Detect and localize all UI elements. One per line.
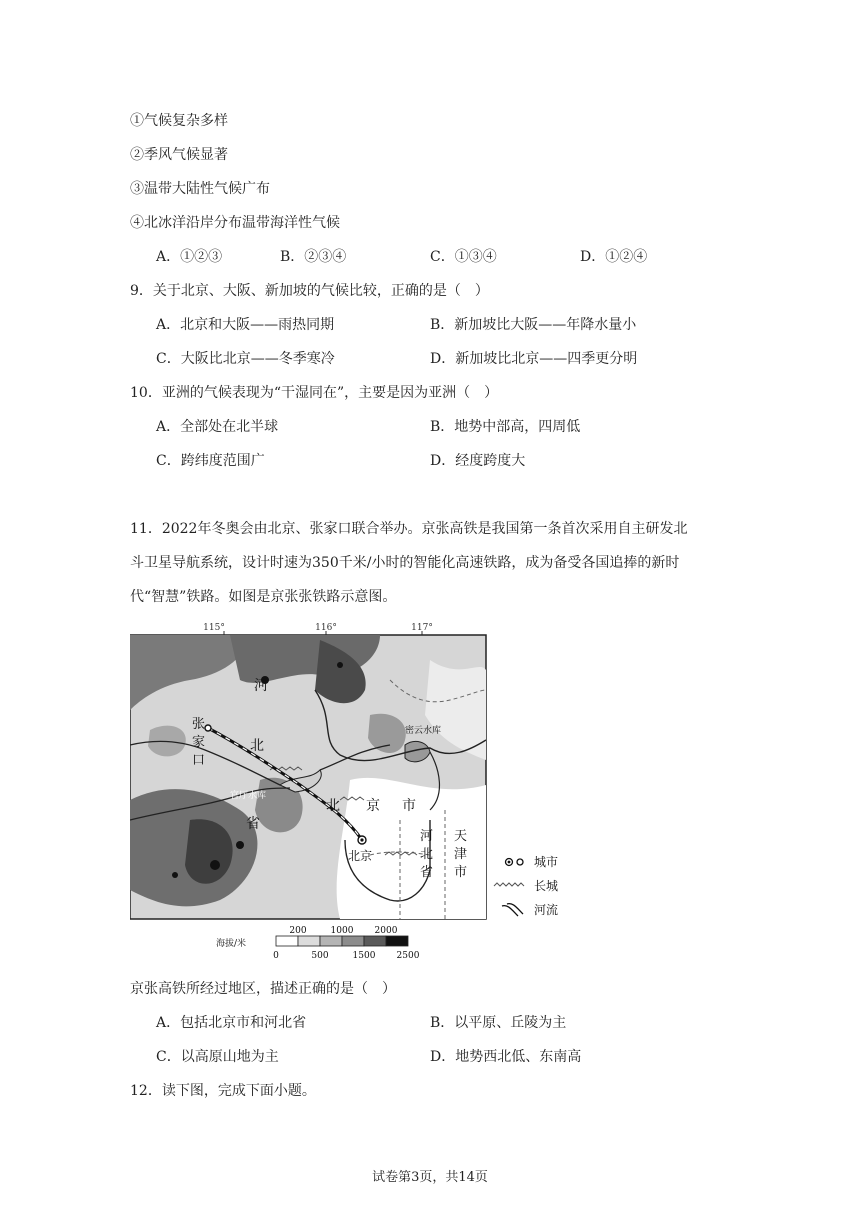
label-kou: 口 bbox=[192, 753, 206, 768]
legend-river-label: 河流 bbox=[534, 903, 559, 917]
map-body bbox=[130, 635, 486, 919]
page-footer: 试卷第3页，共14页 bbox=[372, 1170, 488, 1185]
q9-stem: 9．关于北京、大阪、新加坡的气候比较，正确的是（ ） bbox=[130, 283, 489, 299]
q11-option-c[interactable]: C．以高原山地为主 bbox=[156, 1049, 279, 1065]
q10-option-b[interactable]: B．地势中部高，四周低 bbox=[430, 419, 581, 435]
scale-tick-1000: 1000 bbox=[330, 926, 354, 936]
q8-item-1: ①气候复杂多样 bbox=[130, 113, 228, 129]
q11-option-d[interactable]: D．地势西北低、东南高 bbox=[430, 1049, 582, 1065]
q8-option-a[interactable]: A．①②③ bbox=[156, 249, 223, 265]
q11-stem-line-2: 斗卫星导航系统，设计时速为350千米/小时的智能化高速铁路，成为备受各国追捧的新时 bbox=[130, 555, 680, 571]
q8-item-3: ③温带大陆性气候广布 bbox=[130, 181, 270, 197]
q10-option-a[interactable]: A．全部处在北半球 bbox=[156, 419, 279, 435]
label-jia: 家 bbox=[192, 735, 206, 750]
q8-item-2: ②季风气候显著 bbox=[130, 147, 228, 163]
label-beijing-shi-2: 京 bbox=[366, 798, 380, 814]
zhangjiakou-city-marker bbox=[205, 725, 211, 731]
q9-option-b[interactable]: B．新加坡比大阪——年降水量小 bbox=[430, 317, 637, 333]
longitude-116: 116° bbox=[315, 623, 337, 633]
q9-option-d[interactable]: D．新加坡比北京——四季更分明 bbox=[430, 351, 638, 367]
label-bei: 北 bbox=[250, 738, 264, 754]
longitude-117: 117° bbox=[411, 623, 433, 633]
legend-wall-label: 长城 bbox=[534, 879, 559, 893]
label-hebei-sheng-2: 北 bbox=[420, 847, 434, 862]
scale-title: 海拔/米 bbox=[216, 939, 247, 949]
q10-option-c[interactable]: C．跨纬度范围广 bbox=[156, 453, 265, 469]
q11-stem-line-1: 11．2022年冬奥会由北京、张家口联合举办。京张高铁是我国第一条首次采用自主研发北 bbox=[130, 521, 688, 537]
label-beijing-shi-1: 北 bbox=[326, 798, 340, 814]
scale-tick-200: 200 bbox=[289, 926, 307, 936]
scale-tick-500: 500 bbox=[311, 951, 329, 961]
label-guanting-reservoir: 官厅水库 bbox=[230, 791, 267, 801]
q11-option-a[interactable]: A．包括北京市和河北省 bbox=[156, 1015, 307, 1031]
q10-stem: 10．亚洲的气候表现为“干湿同在”，主要是因为亚洲（ ） bbox=[130, 385, 499, 401]
scale-tick-2000: 2000 bbox=[374, 926, 398, 936]
scale-tick-2500: 2500 bbox=[396, 951, 420, 961]
label-hebei-sheng-1: 河 bbox=[420, 829, 434, 844]
label-hebei-sheng-3: 省 bbox=[420, 865, 434, 880]
label-sheng: 省 bbox=[246, 816, 260, 832]
q9-option-c[interactable]: C．大阪比北京——冬季寒冷 bbox=[156, 351, 335, 367]
label-miyun-reservoir: 密云水库 bbox=[405, 726, 442, 736]
q8-option-c[interactable]: C．①③④ bbox=[430, 249, 497, 265]
label-tianjin-shi-2: 津 bbox=[454, 847, 468, 862]
q8-item-4: ④北冰洋沿岸分布温带海洋性气候 bbox=[130, 215, 340, 231]
longitude-115: 115° bbox=[203, 623, 225, 633]
q11-option-b[interactable]: B．以平原、丘陵为主 bbox=[430, 1015, 567, 1031]
elevation-scale bbox=[216, 926, 420, 961]
scale-tick-1500: 1500 bbox=[352, 951, 376, 961]
label-beijing-shi-3: 市 bbox=[402, 798, 416, 814]
label-tianjin-shi-1: 天 bbox=[454, 829, 468, 844]
q12-stem: 12．读下图，完成下面小题。 bbox=[130, 1083, 316, 1099]
q10-option-d[interactable]: D．经度跨度大 bbox=[430, 453, 526, 469]
scale-tick-0: 0 bbox=[273, 951, 279, 961]
label-beijing-city: 北京 bbox=[348, 849, 373, 863]
q11-stem-line-3: 代“智慧”铁路。如图是京张张铁路示意图。 bbox=[130, 589, 397, 605]
jingzhang-railway-map bbox=[130, 620, 600, 965]
q9-option-a[interactable]: A．北京和大阪——雨热同期 bbox=[156, 317, 335, 333]
q8-option-b[interactable]: B．②③④ bbox=[280, 249, 347, 265]
q8-option-d[interactable]: D．①②④ bbox=[580, 249, 648, 265]
label-he: 河 bbox=[254, 678, 268, 694]
legend-city-label: 城市 bbox=[534, 855, 559, 869]
q11-question: 京张高铁所经过地区，描述正确的是（ ） bbox=[130, 981, 396, 997]
label-tianjin-shi-3: 市 bbox=[454, 865, 468, 880]
label-zhang: 张 bbox=[192, 717, 206, 732]
map-legend bbox=[494, 855, 558, 917]
